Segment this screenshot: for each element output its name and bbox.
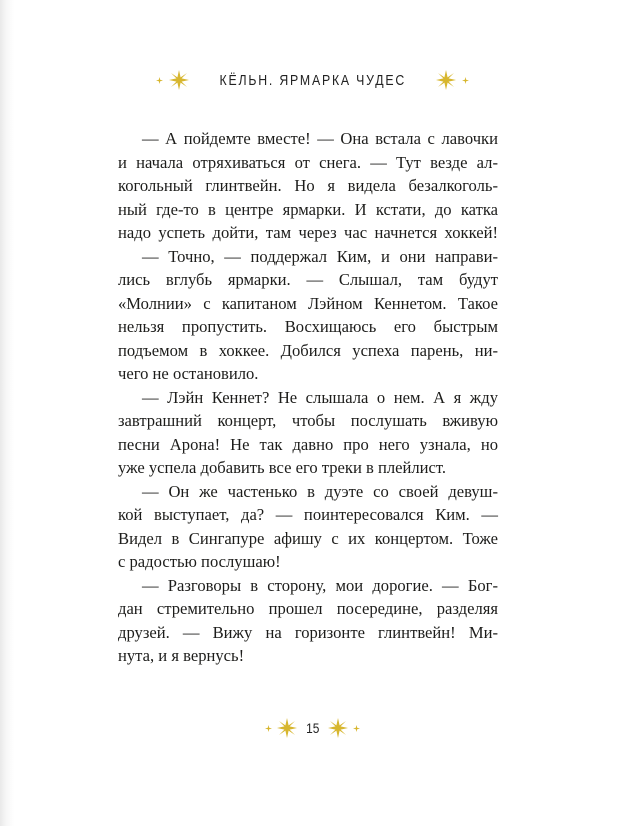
text-line: завтрашний концерт, чтобы послушать вживую (118, 411, 498, 430)
text-line: дан стремительно прошел посередине, разделяя (118, 599, 498, 618)
text-line: — Лэйн Кеннет? Не слышала о нем. А я жду (142, 387, 498, 407)
text-line: ный где-то в центре ярмарки. И кстати, до катка (118, 199, 498, 219)
text-line: «Молнии» с капитаном Лэйном Кеннетом. Такое (118, 293, 498, 313)
page-footer (0, 714, 625, 742)
header-ornament-left (156, 70, 189, 90)
header-ornament-right (436, 70, 469, 90)
small-star-icon (156, 77, 163, 84)
text-line: Видел в Сингапуре афишу с их концертом. Тоже (118, 528, 498, 548)
sparkle-icon (169, 70, 189, 90)
text-line: нельзя пропустить. Восхищаюсь его быстрым (118, 317, 498, 336)
text-line: когольный глинтвейн. Но я видела безалкоголь- (118, 176, 498, 195)
sparkle-icon (328, 718, 348, 738)
body-text (118, 127, 498, 668)
text-line: с радостью послушаю! (118, 552, 281, 571)
text-line: нута, и я вернусь! (118, 646, 245, 665)
text-line: друзей. — Вижу на горизонте глинтвейн! Ми- (118, 622, 498, 642)
text-line: чего не остановило. (118, 364, 259, 383)
running-header (0, 67, 625, 93)
text-line: — Точно, — поддержал Ким, и они направи- (142, 246, 498, 266)
text-line: подъемом в хоккее. Добился успеха парень, ни- (118, 340, 498, 360)
small-star-icon (353, 725, 360, 732)
text-line: — Разговоры в сторону, мои дорогие. — Бог- (142, 575, 498, 595)
text-line: — Он же частенько в дуэте со своей девуш- (142, 481, 498, 501)
header-title: КЁЛЬН. ЯРМАРКА ЧУДЕС (219, 71, 406, 89)
page-edge-shadow (0, 0, 14, 826)
text-line: кой выступает, да? — поинтересовался Ким. — (118, 505, 498, 524)
sparkle-icon (277, 718, 297, 738)
text-line: надо успеть дойти, там через час начнется хоккей! (118, 223, 498, 242)
small-star-icon (265, 725, 272, 732)
sparkle-icon (436, 70, 456, 90)
text-line: — А пойдемте вместе! — Она встала с лавочки (142, 129, 498, 148)
page-number: 15 (305, 720, 320, 736)
text-line: уже успела добавить все его треки в плейлист. (118, 458, 447, 477)
small-star-icon (462, 77, 469, 84)
text-line: песни Арона! Не так давно про него узнала, но (118, 434, 498, 454)
text-line: лись вглубь ярмарки. — Слышал, там будут (118, 270, 498, 289)
text-line: и начала отряхиваться от снега. — Тут везде ал- (118, 152, 498, 172)
